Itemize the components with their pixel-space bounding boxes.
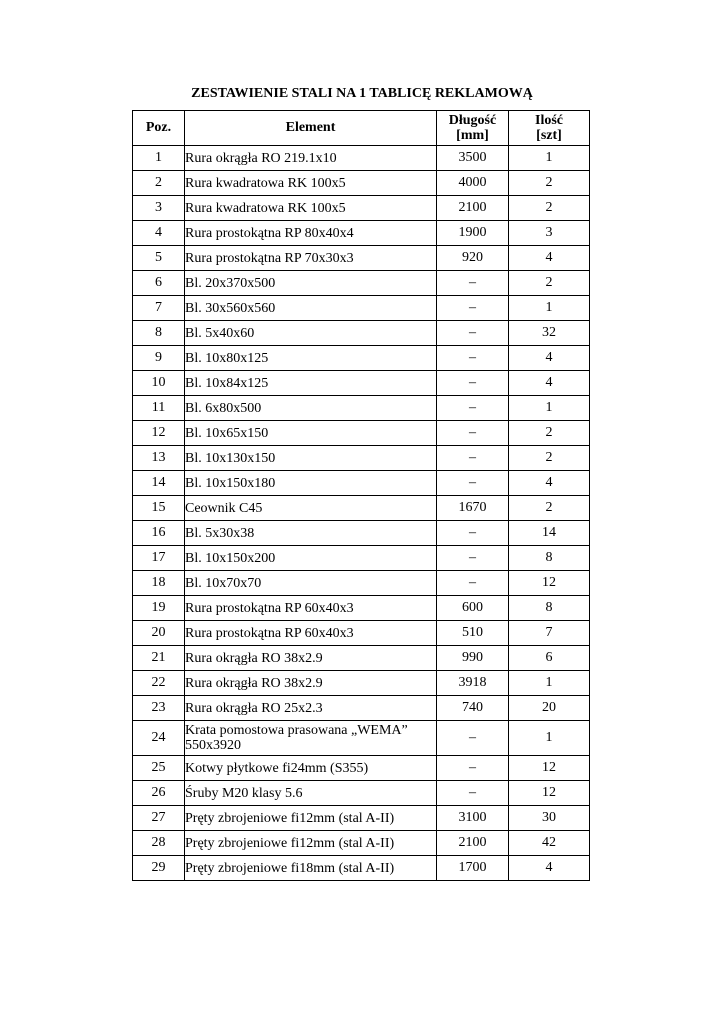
header-ilosc	[509, 111, 590, 146]
cell-poz	[133, 721, 185, 756]
cell-element	[185, 196, 437, 221]
cell-ilosc-text: 12	[542, 575, 556, 590]
cell-element-text: Bl. 10x65x150	[185, 425, 269, 441]
cell-element-text: Rura okrągła RO 38x2.9	[185, 650, 323, 666]
cell-element-text: Pręty zbrojeniowe fi18mm (stal A-II)	[185, 860, 395, 876]
cell-ilosc-text: 2	[545, 500, 553, 515]
table-row	[133, 346, 590, 371]
table-row	[133, 396, 590, 421]
cell-poz	[133, 696, 185, 721]
cell-ilosc	[509, 421, 590, 446]
header-poz-label: Poz.	[145, 120, 172, 135]
cell-dlugosc	[437, 221, 509, 246]
cell-ilosc-text: 1	[545, 150, 553, 165]
cell-poz	[133, 471, 185, 496]
cell-poz	[133, 596, 185, 621]
header-dlugosc	[437, 111, 509, 146]
cell-dlugosc-text: 920	[462, 250, 483, 265]
cell-dlugosc-text: 600	[462, 600, 483, 615]
cell-dlugosc-text: –	[469, 325, 476, 340]
cell-ilosc	[509, 496, 590, 521]
cell-poz	[133, 546, 185, 571]
cell-poz	[133, 496, 185, 521]
cell-dlugosc	[437, 146, 509, 171]
cell-element-text: Pręty zbrojeniowe fi12mm (stal A-II)	[185, 810, 395, 826]
cell-poz	[133, 221, 185, 246]
cell-dlugosc	[437, 596, 509, 621]
cell-element-text: Bl. 6x80x500	[185, 400, 262, 416]
cell-ilosc-text: 2	[545, 450, 553, 465]
cell-dlugosc	[437, 196, 509, 221]
cell-poz-text: 5	[155, 250, 162, 265]
cell-dlugosc	[437, 271, 509, 296]
cell-dlugosc	[437, 721, 509, 756]
cell-poz	[133, 646, 185, 671]
cell-element-text: Bl. 30x560x560	[185, 300, 276, 316]
cell-poz-text: 21	[151, 650, 166, 665]
cell-dlugosc-text: 740	[462, 700, 483, 715]
cell-ilosc	[509, 246, 590, 271]
cell-poz	[133, 571, 185, 596]
header-element-label: Element	[285, 120, 336, 135]
cell-dlugosc	[437, 471, 509, 496]
cell-poz	[133, 146, 185, 171]
cell-ilosc-text: 1	[545, 730, 553, 745]
table-row	[133, 721, 590, 756]
cell-element	[185, 806, 437, 831]
cell-dlugosc	[437, 321, 509, 346]
cell-poz-text: 10	[151, 375, 166, 390]
cell-ilosc-text: 1	[545, 400, 553, 415]
cell-ilosc-text: 14	[542, 525, 556, 540]
cell-element-text: Pręty zbrojeniowe fi12mm (stal A-II)	[185, 835, 395, 851]
cell-dlugosc-text: 3918	[458, 675, 487, 690]
header-element	[185, 111, 437, 146]
cell-poz-text: 3	[155, 200, 162, 215]
cell-poz-text: 11	[151, 400, 166, 415]
cell-dlugosc-text: 2100	[458, 835, 487, 850]
cell-ilosc	[509, 271, 590, 296]
cell-dlugosc-text: 1900	[458, 225, 487, 240]
cell-poz-text: 27	[151, 810, 166, 825]
cell-dlugosc-text: 1700	[458, 860, 487, 875]
cell-element-text: Kotwy płytkowe fi24mm (S355)	[185, 760, 369, 776]
cell-dlugosc-text: –	[469, 400, 476, 415]
cell-dlugosc-text: –	[469, 760, 476, 775]
cell-element-text: Bl. 10x130x150	[185, 450, 276, 466]
cell-poz	[133, 246, 185, 271]
cell-dlugosc-text: –	[469, 475, 476, 490]
cell-ilosc	[509, 856, 590, 881]
cell-dlugosc-text: 2100	[458, 200, 487, 215]
header-row	[133, 111, 590, 146]
cell-poz-text: 20	[151, 625, 166, 640]
cell-element-text: Krata pomostowa prasowana „WEMA” 550x3920	[185, 723, 408, 753]
cell-ilosc	[509, 371, 590, 396]
cell-dlugosc-text: 510	[462, 625, 483, 640]
table-row	[133, 271, 590, 296]
cell-poz-text: 13	[151, 450, 166, 465]
cell-element	[185, 646, 437, 671]
cell-poz	[133, 521, 185, 546]
table-row	[133, 421, 590, 446]
cell-element	[185, 756, 437, 781]
cell-dlugosc	[437, 781, 509, 806]
cell-element-text: Rura prostokątna RP 60x40x3	[185, 625, 354, 641]
cell-dlugosc	[437, 621, 509, 646]
table-row	[133, 471, 590, 496]
cell-ilosc	[509, 831, 590, 856]
cell-ilosc-text: 12	[542, 785, 556, 800]
table-row	[133, 831, 590, 856]
cell-element-text: Śruby M20 klasy 5.6	[185, 785, 303, 801]
cell-element	[185, 521, 437, 546]
cell-dlugosc-text: –	[469, 275, 476, 290]
cell-element	[185, 271, 437, 296]
cell-element	[185, 696, 437, 721]
cell-ilosc	[509, 806, 590, 831]
cell-dlugosc-text: 4000	[458, 175, 487, 190]
cell-element	[185, 171, 437, 196]
cell-element	[185, 546, 437, 571]
cell-ilosc-text: 4	[545, 375, 553, 390]
cell-poz	[133, 396, 185, 421]
cell-poz	[133, 756, 185, 781]
cell-element	[185, 831, 437, 856]
cell-element	[185, 321, 437, 346]
cell-poz-text: 2	[155, 175, 162, 190]
cell-dlugosc	[437, 571, 509, 596]
table-row	[133, 646, 590, 671]
cell-dlugosc-text: 990	[462, 650, 483, 665]
cell-dlugosc	[437, 346, 509, 371]
cell-dlugosc-text: –	[469, 550, 476, 565]
cell-poz	[133, 371, 185, 396]
cell-dlugosc	[437, 421, 509, 446]
cell-poz-text: 25	[151, 760, 166, 775]
cell-dlugosc-text: 3100	[458, 810, 487, 825]
cell-ilosc-text: 3	[545, 225, 553, 240]
cell-poz	[133, 446, 185, 471]
cell-ilosc	[509, 296, 590, 321]
cell-ilosc	[509, 471, 590, 496]
table-row	[133, 296, 590, 321]
cell-dlugosc	[437, 696, 509, 721]
cell-element	[185, 396, 437, 421]
cell-ilosc-text: 2	[545, 175, 553, 190]
cell-ilosc	[509, 396, 590, 421]
table-row	[133, 171, 590, 196]
cell-dlugosc	[437, 246, 509, 271]
cell-ilosc-text: 30	[542, 810, 556, 825]
table-row	[133, 806, 590, 831]
cell-element-text: Rura kwadratowa RK 100x5	[185, 200, 346, 216]
cell-element-text: Ceownik C45	[185, 500, 263, 516]
cell-element-text: Rura prostokątna RP 80x40x4	[185, 225, 354, 241]
cell-ilosc-text: 20	[542, 700, 556, 715]
cell-element	[185, 856, 437, 881]
table-row	[133, 496, 590, 521]
table-row	[133, 696, 590, 721]
cell-dlugosc	[437, 646, 509, 671]
cell-element	[185, 621, 437, 646]
table-row	[133, 321, 590, 346]
cell-element	[185, 596, 437, 621]
cell-element-text: Rura prostokątna RP 70x30x3	[185, 250, 354, 266]
cell-poz-text: 24	[151, 730, 166, 745]
cell-poz	[133, 856, 185, 881]
steel-table	[132, 110, 590, 881]
cell-dlugosc	[437, 546, 509, 571]
cell-ilosc	[509, 146, 590, 171]
cell-ilosc-text: 4	[545, 475, 553, 490]
cell-poz-text: 18	[151, 575, 166, 590]
cell-poz-text: 6	[155, 275, 162, 290]
cell-poz-text: 12	[151, 425, 166, 440]
cell-poz	[133, 171, 185, 196]
cell-poz-text: 22	[151, 675, 166, 690]
table-row	[133, 196, 590, 221]
cell-element-text: Rura okrągła RO 38x2.9	[185, 675, 323, 691]
cell-element	[185, 571, 437, 596]
table-row	[133, 246, 590, 271]
cell-element	[185, 446, 437, 471]
cell-dlugosc	[437, 396, 509, 421]
cell-element-text: Bl. 10x150x200	[185, 550, 276, 566]
cell-poz-text: 9	[155, 350, 162, 365]
table-row	[133, 596, 590, 621]
cell-dlugosc-text: –	[469, 730, 476, 745]
cell-dlugosc	[437, 831, 509, 856]
cell-ilosc-text: 1	[545, 675, 553, 690]
cell-poz	[133, 421, 185, 446]
cell-poz	[133, 196, 185, 221]
table-row	[133, 571, 590, 596]
cell-dlugosc	[437, 371, 509, 396]
cell-ilosc-text: 32	[542, 325, 556, 340]
table-row	[133, 756, 590, 781]
table-row	[133, 546, 590, 571]
cell-ilosc-text: 1	[545, 300, 553, 315]
cell-dlugosc-text: 1670	[458, 500, 487, 515]
cell-ilosc	[509, 546, 590, 571]
table-row	[133, 621, 590, 646]
table-row	[133, 146, 590, 171]
cell-poz-text: 1	[155, 150, 162, 165]
cell-ilosc	[509, 781, 590, 806]
cell-ilosc	[509, 321, 590, 346]
cell-poz-text: 8	[155, 325, 162, 340]
cell-element	[185, 421, 437, 446]
cell-element	[185, 781, 437, 806]
cell-poz	[133, 321, 185, 346]
cell-element-text: Bl. 10x80x125	[185, 350, 269, 366]
cell-dlugosc	[437, 856, 509, 881]
cell-ilosc	[509, 346, 590, 371]
cell-ilosc	[509, 196, 590, 221]
cell-poz-text: 23	[151, 700, 166, 715]
cell-poz	[133, 806, 185, 831]
cell-poz	[133, 831, 185, 856]
cell-dlugosc	[437, 521, 509, 546]
header-ilosc-label: Ilość [szt]	[535, 113, 563, 143]
cell-ilosc	[509, 671, 590, 696]
table-row	[133, 521, 590, 546]
cell-ilosc-text: 2	[545, 200, 553, 215]
document-title: ZESTAWIENIE STALI NA 1 TABLICĘ REKLAMOWĄ	[191, 86, 533, 101]
cell-element	[185, 346, 437, 371]
cell-element	[185, 146, 437, 171]
cell-ilosc-text: 8	[545, 600, 553, 615]
cell-dlugosc-text: –	[469, 425, 476, 440]
cell-ilosc	[509, 521, 590, 546]
header-dlugosc-label: Długość [mm]	[448, 113, 497, 143]
cell-poz	[133, 781, 185, 806]
cell-element-text: Bl. 10x150x180	[185, 475, 276, 491]
cell-ilosc	[509, 621, 590, 646]
table-row	[133, 371, 590, 396]
cell-poz-text: 15	[151, 500, 166, 515]
cell-ilosc-text: 2	[545, 275, 553, 290]
table-row	[133, 446, 590, 471]
cell-element	[185, 371, 437, 396]
cell-ilosc-text: 4	[545, 860, 553, 875]
cell-dlugosc	[437, 806, 509, 831]
cell-poz-text: 17	[151, 550, 166, 565]
cell-dlugosc	[437, 496, 509, 521]
cell-dlugosc-text: –	[469, 575, 476, 590]
cell-element-text: Bl. 5x40x60	[185, 325, 255, 341]
cell-element	[185, 296, 437, 321]
cell-dlugosc	[437, 446, 509, 471]
cell-poz	[133, 296, 185, 321]
cell-element	[185, 721, 437, 756]
cell-ilosc-text: 12	[542, 760, 556, 775]
cell-ilosc-text: 6	[545, 650, 553, 665]
cell-element-text: Rura kwadratowa RK 100x5	[185, 175, 346, 191]
cell-dlugosc-text: –	[469, 350, 476, 365]
cell-ilosc	[509, 171, 590, 196]
cell-element-text: Bl. 20x370x500	[185, 275, 276, 291]
cell-poz	[133, 621, 185, 646]
cell-ilosc	[509, 446, 590, 471]
cell-dlugosc	[437, 756, 509, 781]
cell-ilosc	[509, 221, 590, 246]
cell-element-text: Bl. 10x84x125	[185, 375, 269, 391]
cell-dlugosc-text: –	[469, 525, 476, 540]
cell-element	[185, 471, 437, 496]
cell-poz	[133, 271, 185, 296]
cell-element-text: Bl. 10x70x70	[185, 575, 262, 591]
cell-poz-text: 4	[155, 225, 162, 240]
table-row	[133, 671, 590, 696]
cell-element	[185, 246, 437, 271]
cell-poz-text: 7	[155, 300, 162, 315]
cell-ilosc	[509, 596, 590, 621]
cell-ilosc	[509, 696, 590, 721]
table-row	[133, 221, 590, 246]
cell-poz-text: 16	[151, 525, 166, 540]
cell-poz-text: 14	[151, 475, 166, 490]
cell-element-text: Rura okrągła RO 25x2.3	[185, 700, 323, 716]
cell-poz-text: 29	[151, 860, 166, 875]
cell-ilosc	[509, 646, 590, 671]
table-row	[133, 856, 590, 881]
cell-ilosc-text: 42	[542, 835, 556, 850]
cell-ilosc-text: 4	[545, 350, 553, 365]
cell-dlugosc-text: 3500	[458, 150, 487, 165]
cell-poz-text: 19	[151, 600, 166, 615]
cell-ilosc	[509, 721, 590, 756]
cell-dlugosc-text: –	[469, 300, 476, 315]
cell-dlugosc-text: –	[469, 375, 476, 390]
cell-element-text: Rura okrągła RO 219.1x10	[185, 150, 337, 166]
cell-ilosc	[509, 571, 590, 596]
cell-element-text: Rura prostokątna RP 60x40x3	[185, 600, 354, 616]
cell-element	[185, 221, 437, 246]
cell-ilosc	[509, 756, 590, 781]
cell-poz-text: 28	[151, 835, 166, 850]
cell-poz	[133, 346, 185, 371]
cell-dlugosc	[437, 296, 509, 321]
cell-dlugosc-text: –	[469, 450, 476, 465]
cell-poz	[133, 671, 185, 696]
cell-element	[185, 671, 437, 696]
cell-ilosc-text: 4	[545, 250, 553, 265]
cell-element	[185, 496, 437, 521]
cell-ilosc-text: 7	[545, 625, 553, 640]
cell-ilosc-text: 8	[545, 550, 553, 565]
cell-dlugosc-text: –	[469, 785, 476, 800]
cell-ilosc-text: 2	[545, 425, 553, 440]
cell-dlugosc	[437, 171, 509, 196]
cell-poz-text: 26	[151, 785, 166, 800]
cell-dlugosc	[437, 671, 509, 696]
table-row	[133, 781, 590, 806]
cell-element-text: Bl. 5x30x38	[185, 525, 255, 541]
header-poz	[133, 111, 185, 146]
